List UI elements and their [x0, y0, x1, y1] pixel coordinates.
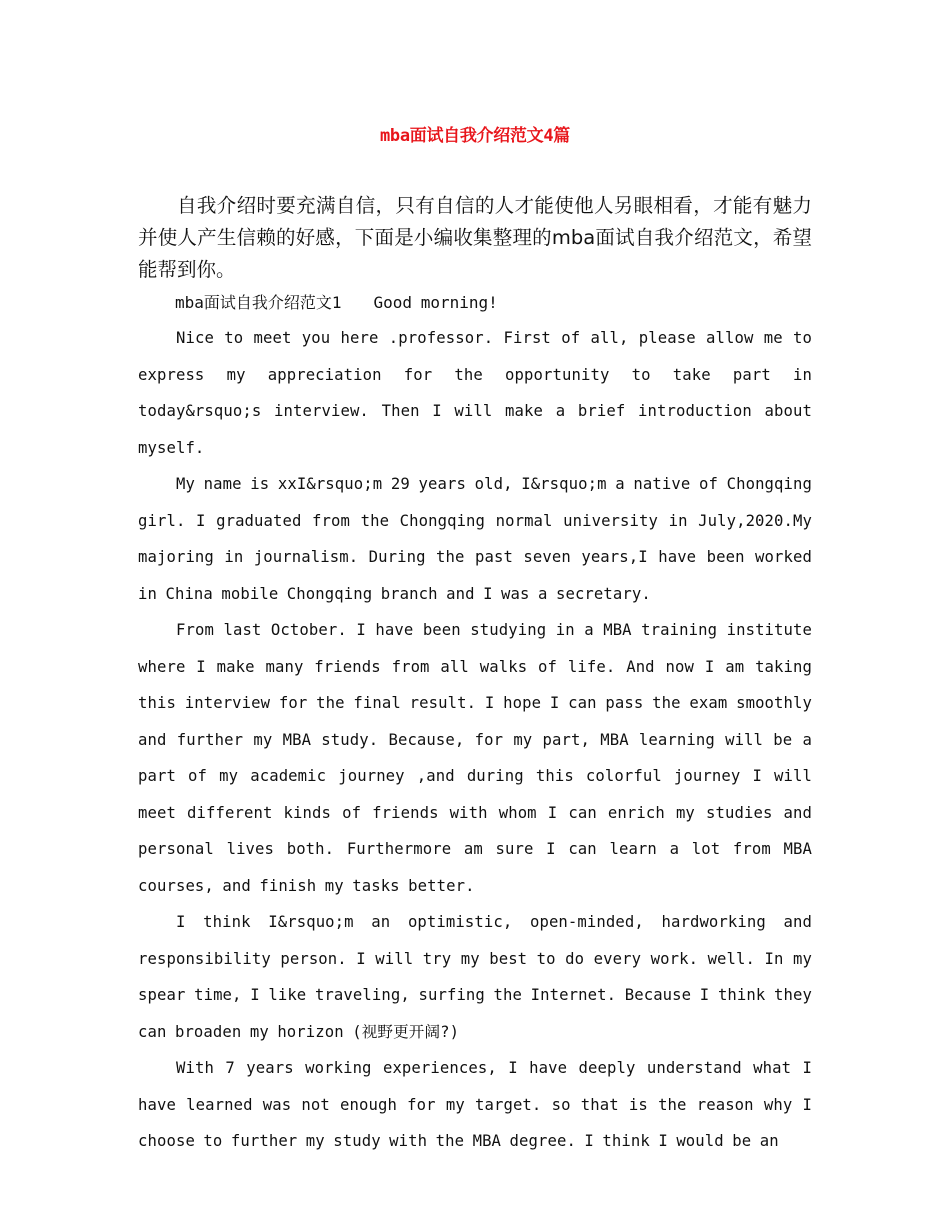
document-title: mba面试自我介绍范文4篇 — [379, 126, 571, 146]
section-heading-paragraph: mba面试自我介绍范文1 Good morning! — [175, 293, 498, 312]
body-paragraph: My name is xxI&rsquo;m 29 years old, I&rsquo;m a native of Chongqing girl. I graduated from the Chongqing normal university in July,2020.My majoring in journalism. During the past seven years,I have been worked in China mobile Chongqing branch and I was a secretary. — [138, 475, 812, 603]
document-body — [138, 190, 812, 1160]
intro-paragraph: 自我介绍时要充满自信，只有自信的人才能使他人另眼相看，才能有魅力并使人产生信赖的好感，下面是小编收集整理的mba面试自我介绍范文，希望能帮到你。 — [138, 194, 812, 281]
body-paragraph: With 7 years working experiences, I have deeply understand what I have learned was not enough for my target. so that is the reason why I choose to further my study with the MBA degree. I think I would be an — [138, 1059, 812, 1150]
body-paragraph: Nice to meet you here .professor. First of all, please allow me to express my appreciation for the opportunity to take part in today&rsquo;s interview. Then I will make a brief introduction about myself. — [138, 329, 812, 457]
body-paragraph: From last October. I have been studying in a MBA training institute where I make many friends from all walks of life. And now I am taking this interview for the final result. I hope I can pass the exam smoothly and further my MBA study. Because, for my part, MBA learning will be a part of my academic journey ,and during this colorful journey I will meet different kinds of friends with whom I can enrich my studies and personal lives both. Furthermore am sure I can learn a lot from MBA courses, and finish my tasks better. — [138, 621, 812, 895]
body-paragraph: I think I&rsquo;m an optimistic, open-minded, hardworking and responsibility person. I will try my best to do every work. well. In my spear time, I like traveling, surfing the Internet. Because I think they can broaden my horizon (视野更开阔?) — [138, 913, 812, 1041]
